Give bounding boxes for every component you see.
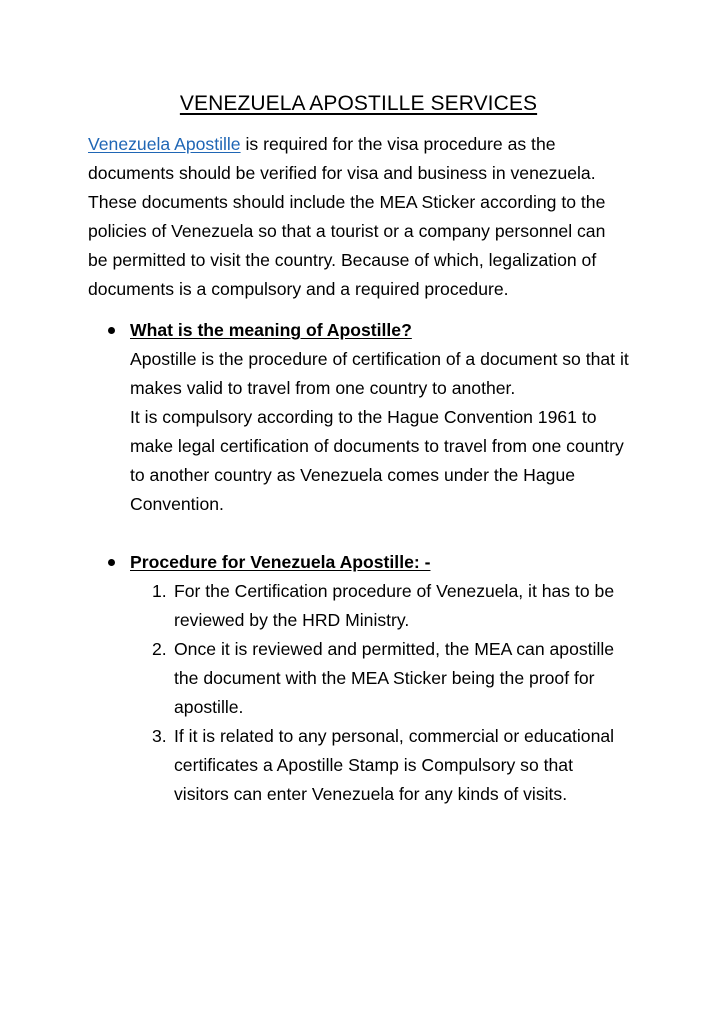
procedure-steps bbox=[130, 577, 629, 809]
intro-text: is required for the visa procedure as the documents should be verified for visa and business in venezuela. These documents should include the MEA Sticker according to the policies of Venezuela so that a tourist or a company personnel can be permitted to visit the country. Because of which, legalization of documents is a compulsory and a required procedure. bbox=[88, 134, 606, 299]
section-paragraph: It is compulsory according to the Hague Convention 1961 to make legal certification of documents to travel from one country to another country as Venezuela comes under the Hague Convention. bbox=[130, 407, 624, 514]
intro-paragraph bbox=[88, 130, 629, 304]
list-item bbox=[130, 722, 629, 809]
list-item bbox=[130, 635, 629, 722]
step-number: 1. bbox=[152, 581, 167, 601]
section-list bbox=[88, 316, 629, 809]
section-procedure bbox=[88, 548, 629, 809]
section-heading: What is the meaning of Apostille? bbox=[130, 320, 412, 340]
step-number: 3. bbox=[152, 726, 167, 746]
step-text: For the Certification procedure of Venezuela, it has to be reviewed by the HRD Ministry. bbox=[174, 581, 615, 630]
step-text: If it is related to any personal, commercial or educational certificates a Apostille Stamp is Compulsory so that visitors can enter Venezuela for any kinds of visits. bbox=[174, 726, 615, 804]
venezuela-apostille-link[interactable]: Venezuela Apostille bbox=[88, 134, 241, 154]
section-apostille-meaning bbox=[88, 316, 629, 519]
section-heading: Procedure for Venezuela Apostille: - bbox=[130, 552, 431, 572]
bullet-icon bbox=[108, 559, 115, 566]
document-title: VENEZUELA APOSTILLE SERVICES bbox=[179, 92, 538, 115]
section-paragraph: Apostille is the procedure of certification of a document so that it makes valid to travel from one country to another. bbox=[130, 349, 629, 398]
step-number: 2. bbox=[152, 639, 167, 659]
step-text: Once it is reviewed and permitted, the MEA can apostille the document with the MEA Sticker being the proof for apostille. bbox=[174, 639, 615, 717]
list-item bbox=[130, 577, 629, 635]
bullet-icon bbox=[108, 327, 115, 334]
list-spacer bbox=[88, 519, 629, 548]
